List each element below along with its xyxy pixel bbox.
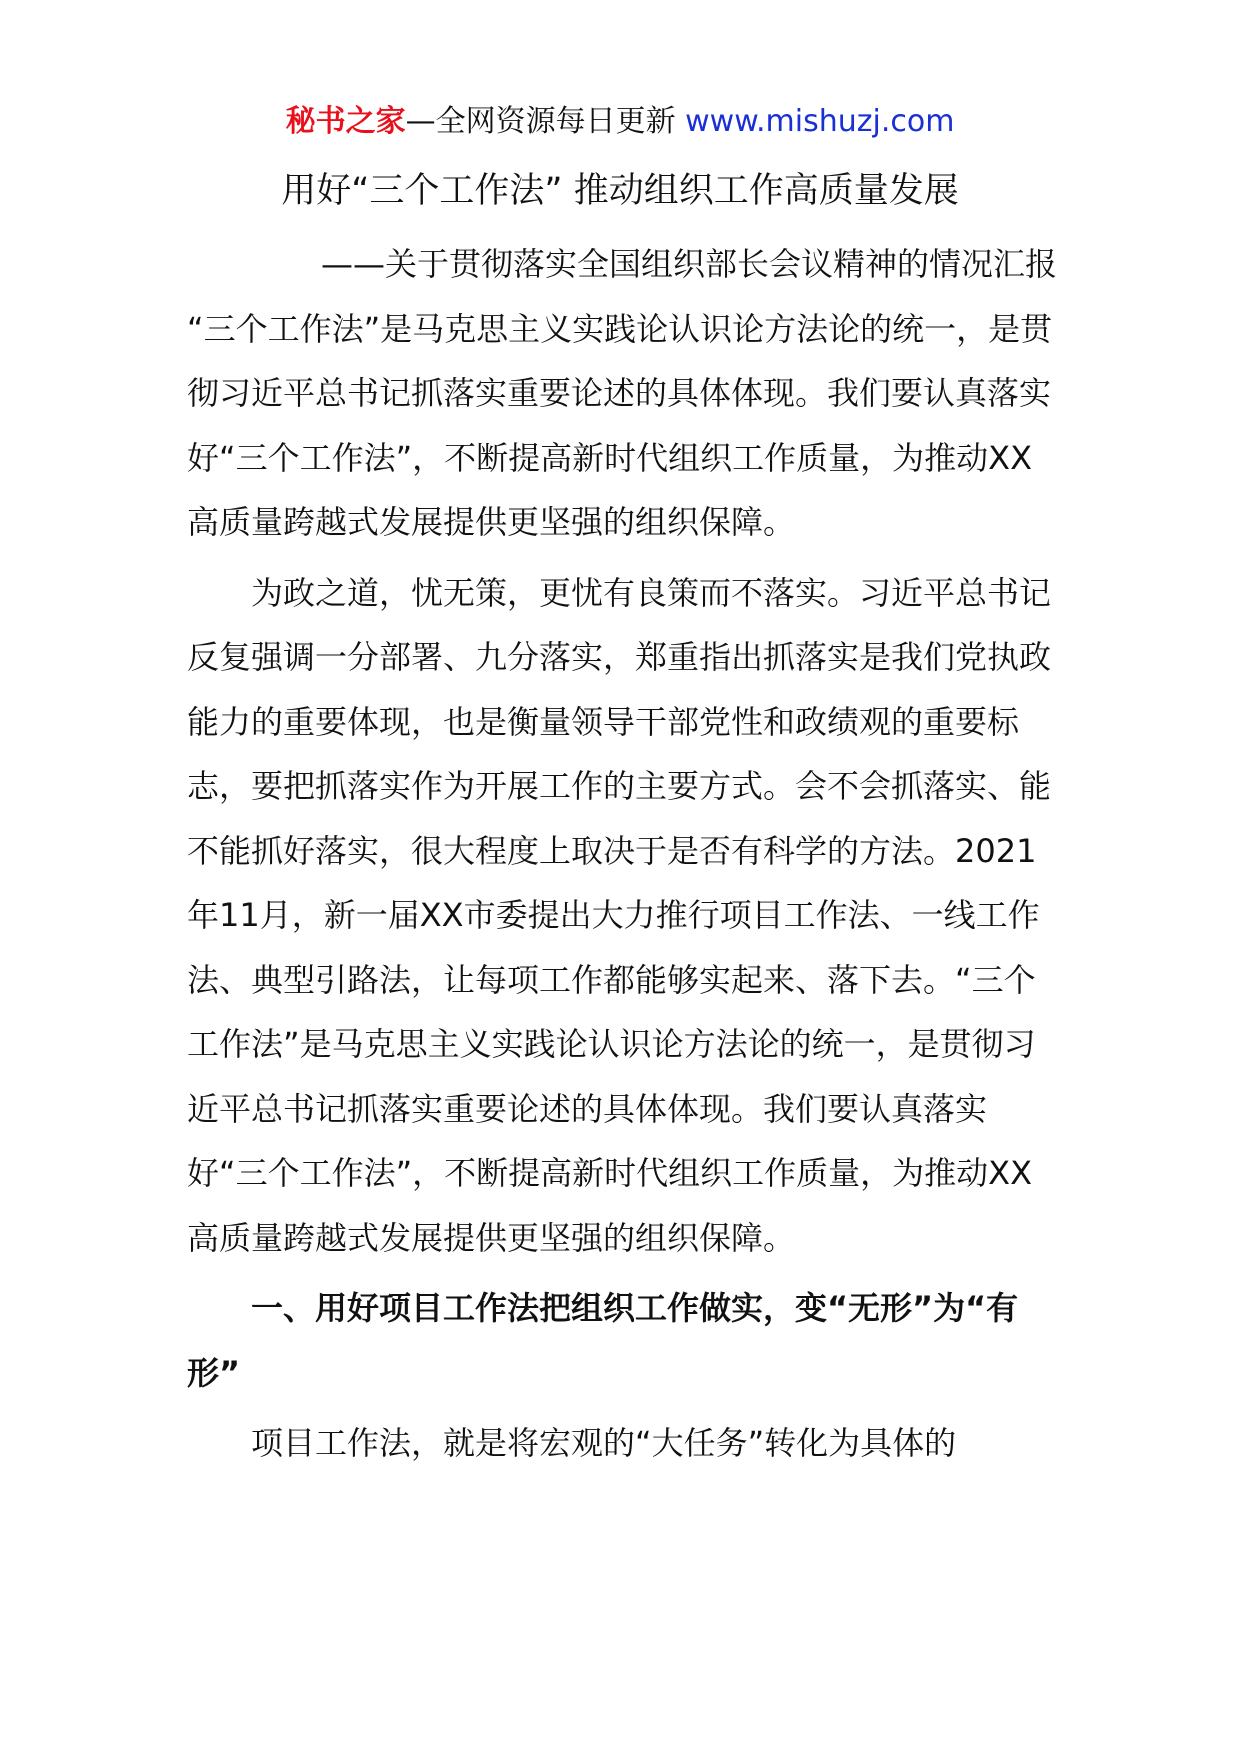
- section-heading-1: 一、用好项目工作法把组织工作做实，变“无形”为“有形”: [187, 1289, 1019, 1392]
- paragraph-intro: “三个工作法”是马克思主义实践论认识论方法论的统一，是贯彻习近平总书记抓落实重要论述的具体体现。我们要认真落实好“三个工作法”，不断提高新时代组织工作质量，为推动XX高质量跨越式发展提供更坚强的组织保障。: [187, 309, 1053, 541]
- header-slogan: —全网资源每日更新: [405, 104, 686, 139]
- document-body: [187, 232, 1057, 1476]
- document-title: 用好“三个工作法” 推动组织工作高质量发展: [281, 171, 959, 211]
- brand-name: 秘书之家: [285, 104, 406, 139]
- site-header: [0, 102, 1240, 142]
- site-url-link[interactable]: www.mishuzj.com: [685, 104, 955, 139]
- document-subtitle: ——关于贯彻落实全国组织部长会议精神的情况汇报: [320, 245, 1057, 283]
- paragraph-section-1: 项目工作法，就是将宏观的“大任务”转化为具体的: [251, 1424, 957, 1462]
- paragraph-main: 为政之道，忧无策，更忧有良策而不落实。习近平总书记反复强调一分部署、九分落实，郑重指出抓落实是我们党执政能力的重要体现，也是衡量领导干部党性和政绩观的重要标志，要把抓落实作为开展工作的主要方式。会不会抓落实、能不能抓好落实，很大程度上取决于是否有科学的方法。2021年11月，新一届XX市委提出大力推行项目工作法、一线工作法、典型引路法，让每项工作都能够实起来、落下去。“三个工作法”是马克思主义实践论认识论方法论的统一，是贯彻习近平总书记抓落实重要论述的具体体现。我们要认真落实好“三个工作法”，不断提高新时代组织工作质量，为推动XX高质量跨越式发展提供更坚强的组织保障。: [187, 573, 1052, 1257]
